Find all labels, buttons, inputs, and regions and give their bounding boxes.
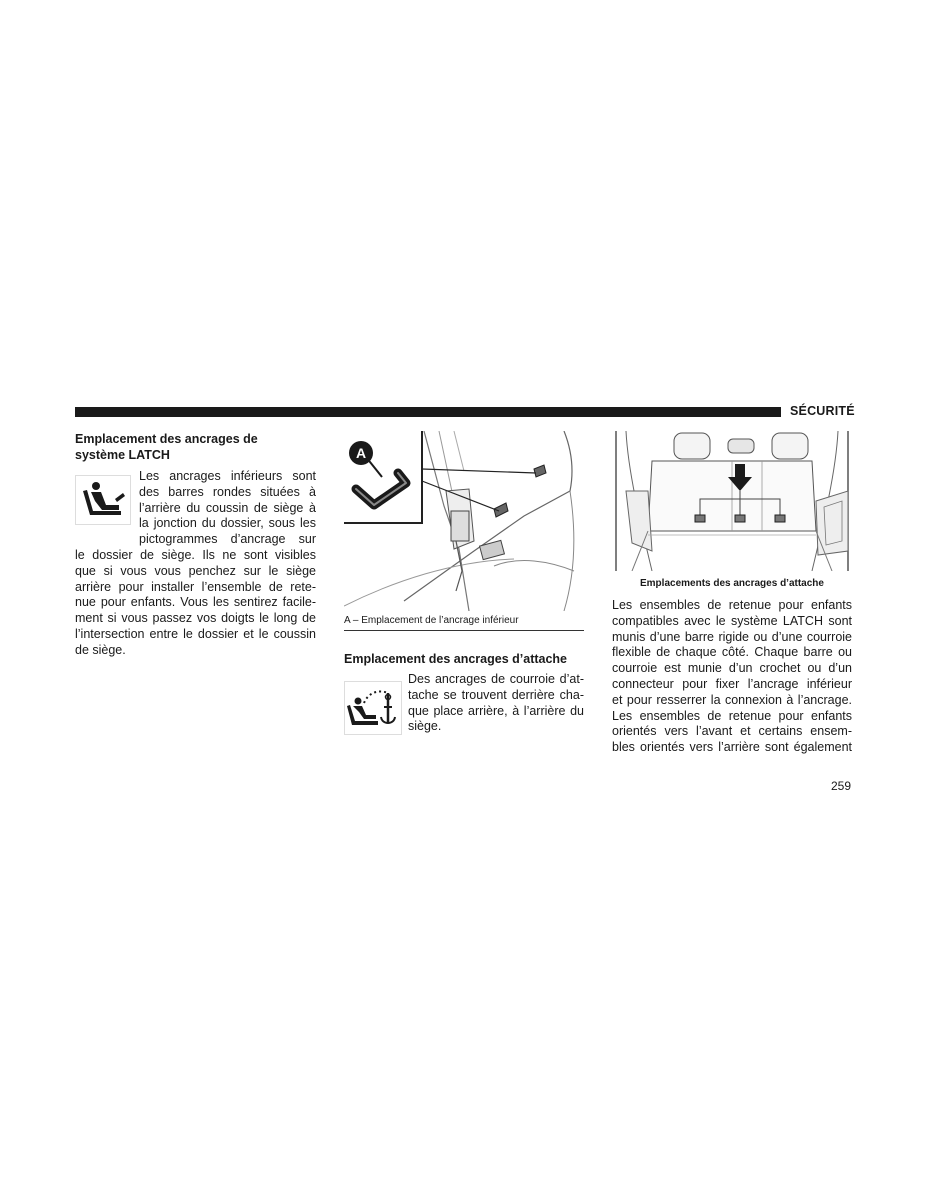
child-seat-latch-icon <box>75 475 131 525</box>
lower-anchor-illustration <box>344 431 584 611</box>
latch-compatible-paragraph: Les ensembles de retenue pour enfants compatibles avec le système LATCH sont munis d’une barre rigide ou d’une courroie flexible de chaque côté. Chaque barre ou courroie est munie d’un crochet ou d’un connecteur pour fixer l’ancrage inférieur et pour resserrer la connexion à l’ancrage. Les ensembles de retenue pour enfants orientés vers l’avant et certains ensem- bles orientés vers l’arrière sont également <box>612 598 852 755</box>
tether-paragraph: Des ancrages de courroie d’at- tache se trouvent derrière cha- que place arrière, à l’arrière du siège. <box>408 672 584 734</box>
callout-a-label: A <box>355 445 367 461</box>
latch-paragraph-wrapped: Les ancrages inférieurs sont des barres rondes situées à l’arrière du coussin de siège à la jonction du dossier, sous les pictogrammes d’ancrage sur <box>139 469 316 547</box>
tether-locations-illustration <box>612 431 852 571</box>
latch-heading: Emplacement des ancrages de système LATCH <box>75 432 258 462</box>
page-number: 259 <box>831 779 852 793</box>
latch-paragraph-full: le dossier de siège. Ils ne sont visibles que si vous vous penchez sur le siège arrière pour installer l’ensemble de rete- nue pour enfants. Vous les sentirez facile- ment si vous passez vos doigts le long de l’intersection entre le dossier et le coussin de siège. <box>75 548 316 657</box>
section-header-bar <box>75 407 781 417</box>
tether-locations-caption: Emplacements des ancrages d’attache <box>640 578 824 589</box>
tether-heading: Emplacement des ancrages d’attache <box>344 652 568 666</box>
lower-anchor-caption: A – Emplacement de l’ancrage inférieur <box>344 615 519 626</box>
caption-rule <box>344 630 584 631</box>
section-title: SÉCURITÉ <box>790 404 855 418</box>
tether-anchor-icon <box>344 681 402 735</box>
